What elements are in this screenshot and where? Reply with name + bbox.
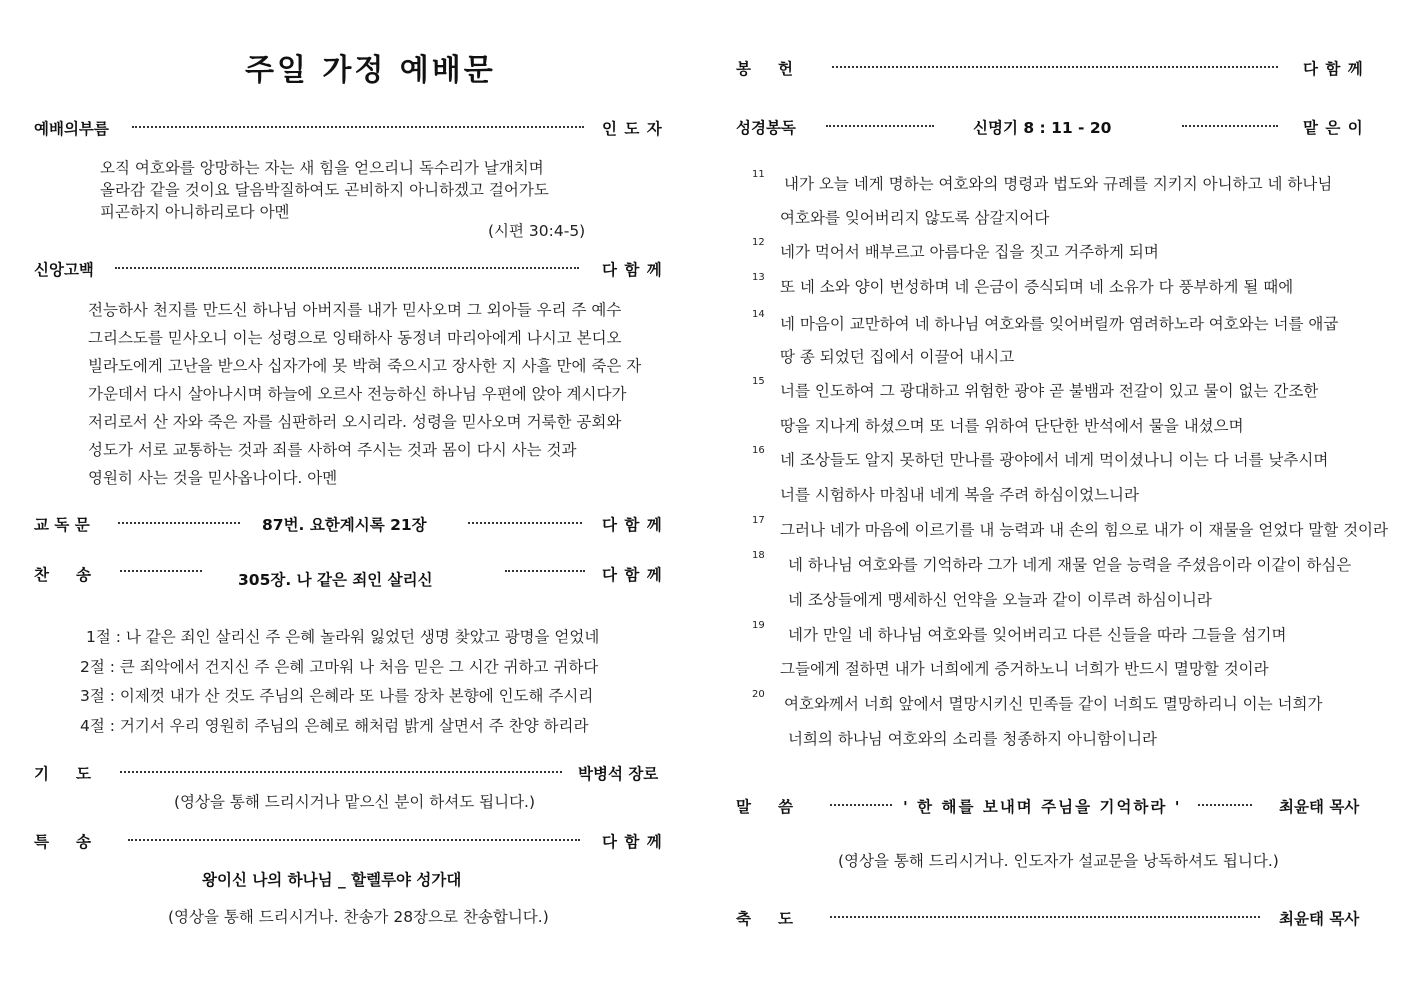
special-song-title: 왕이신 나의 하나님 _ 할렐루야 성가대 [202,871,462,889]
scripture-leader: 맡 은 이 [1303,119,1364,137]
creed-line: 저리로서 산 자와 죽은 자를 심판하러 오시리라. 성령을 믿사오며 거룩한 공회와 [88,413,622,431]
verse-number: 11 [752,169,765,180]
verse-line: 또 네 소와 양이 번성하며 네 은금이 증식되며 네 소유가 다 풍부하게 될 때에 [780,278,1294,296]
creed-line: 그리스도를 믿사오니 이는 성령으로 잉태하사 동정녀 마리아에게 나시고 본디오 [88,329,622,347]
scripture-label: 성경봉독 [736,119,796,137]
dot-leader [118,522,240,524]
verse-line: 땅 종 되었던 집에서 이끌어 내시고 [780,348,1015,366]
prayer-note: (영상을 통해 드리시거나 맡으신 분이 하셔도 됩니다.) [174,793,536,811]
sermon-title: ' 한 해를 보내며 주님을 기억하라 ' [903,798,1182,816]
sermon-note: (영상을 통해 드리시거나. 인도자가 설교문을 낭독하셔도 됩니다.) [838,852,1279,870]
creed-line: 영원히 사는 것을 믿사옵나이다. 아멘 [88,469,338,487]
verse-line: 너를 시험하사 마침내 네게 복을 주려 하심이었느니라 [780,486,1139,504]
verse-line: 여호와를 잊어버리지 않도록 삼갈지어다 [780,209,1050,227]
dot-leader [120,570,202,572]
dot-leader [1198,804,1252,806]
sermon-label: 말 씀 [736,798,793,816]
creed-label: 신앙고백 [34,261,94,279]
verse-number: 20 [752,689,765,700]
verse-line: 네 조상들에게 맹세하신 언약을 오늘과 같이 이루려 하심이니라 [788,591,1212,609]
responsive-reading-leader: 다 함 께 [602,516,663,534]
call-line: 피곤하지 아니하리로다 아멘 [100,203,290,221]
verse-line: 그들에게 절하면 내가 너희에게 증거하노니 너희가 반드시 멸망할 것이라 [780,660,1269,678]
creed-line: 전능하사 천지를 만드신 하나님 아버지를 내가 믿사오며 그 외아들 우리 주 예수 [88,301,622,319]
dot-leader [128,839,580,841]
verse-line: 네 마음이 교만하여 네 하나님 여호와를 잊어버릴까 염려하노라 여호와는 너를 애굽 [780,315,1339,333]
hymn-verse: 2절 : 큰 죄악에서 건지신 주 은혜 고마워 나 처음 믿은 그 시간 귀하고 귀하다 [80,658,599,676]
dot-leader [505,570,585,572]
hymn-verse: 1절 : 나 같은 죄인 살리신 주 은혜 놀라워 잃었던 생명 찾았고 광명을 얻었네 [86,628,600,646]
verse-number: 15 [752,376,765,387]
verse-line: 내가 오늘 네게 명하는 여호와의 명령과 법도와 규례를 지키지 아니하고 네 하나님 [784,175,1333,193]
creed-line: 성도가 서로 교통하는 것과 죄를 사하여 주시는 것과 몸이 다시 사는 것과 [88,441,577,459]
dot-leader [830,916,1260,918]
verse-number: 14 [752,309,765,320]
verse-number: 13 [752,272,765,283]
hymn-title: 305장. 나 같은 죄인 살리신 [238,571,433,589]
sermon-leader: 최윤태 목사 [1279,798,1360,816]
verse-number: 16 [752,445,765,456]
special-song-label: 특 송 [34,833,91,851]
verse-line: 네가 먹어서 배부르고 아름다운 집을 짓고 거주하게 되며 [780,243,1159,261]
dot-leader [1182,125,1278,127]
call-to-worship-label: 예배의부름 [34,120,109,138]
verse-line: 네가 만일 네 하나님 여호와를 잊어버리고 다른 신들을 따라 그들을 섬기며 [788,626,1287,644]
verse-number: 18 [752,550,765,561]
dot-leader [826,125,934,127]
verse-line: 여호와께서 너희 앞에서 멸망시키신 민족들 같이 너희도 멸망하리니 이는 너희가 [784,695,1323,713]
page-title: 주일 가정 예배문 [245,53,496,88]
verse-line: 그러나 네가 마음에 이르기를 내 능력과 내 손의 힘으로 내가 이 재물을 얻었다 말할 것이라 [780,521,1389,539]
dot-leader [468,522,582,524]
dot-leader [832,66,1278,68]
responsive-reading-title: 87번. 요한계시록 21장 [262,516,427,534]
verse-line: 네 하나님 여호와를 기억하라 그가 네게 재물 얻을 능력을 주셨음이라 이같이 하심은 [788,556,1352,574]
verse-line: 땅을 지나게 하셨으며 또 너를 위하여 단단한 반석에서 물을 내셨으며 [780,417,1244,435]
offering-label: 봉 헌 [736,60,793,78]
hymn-verse: 3절 : 이제껏 내가 산 것도 주님의 은혜라 또 나를 장차 본향에 인도해 주시리 [80,687,594,705]
prayer-leader: 박병석 장로 [578,765,659,783]
responsive-reading-label: 교 독 문 [34,516,90,534]
verse-number: 12 [752,237,765,248]
dot-leader [830,804,892,806]
dot-leader [115,267,579,269]
hymn-verse: 4절 : 거기서 우리 영원히 주님의 은혜로 해처럼 밝게 살면서 주 찬양 하리라 [80,717,589,735]
hymn-leader: 다 함 께 [602,566,663,584]
special-song-leader: 다 함 께 [602,833,663,851]
prayer-label: 기 도 [34,765,91,783]
benediction-label: 축 도 [736,910,793,928]
call-reference: (시편 30:4-5) [488,222,586,240]
benediction-leader: 최윤태 목사 [1279,910,1360,928]
creed-leader: 다 함 께 [602,261,663,279]
offering-leader: 다 함 께 [1303,60,1364,78]
hymn-label: 찬 송 [34,566,91,584]
verse-number: 17 [752,515,765,526]
verse-line: 너희의 하나님 여호와의 소리를 청종하지 아니함이니라 [788,730,1158,748]
dot-leader [120,771,562,773]
call-to-worship-leader: 인 도 자 [602,120,663,138]
creed-line: 가운데서 다시 살아나시며 하늘에 오르사 전능하신 하나님 우편에 앉아 계시다가 [88,385,627,403]
verse-line: 네 조상들도 알지 못하던 만나를 광야에서 네게 먹이셨나니 이는 다 너를 낮추시며 [780,451,1329,469]
creed-line: 빌라도에게 고난을 받으사 십자가에 못 박혀 죽으시고 장사한 지 사흘 만에 죽은 자 [88,357,642,375]
verse-number: 19 [752,620,765,631]
call-line: 오직 여호와를 앙망하는 자는 새 힘을 얻으리니 독수리가 날개치며 [100,159,544,177]
scripture-reference: 신명기 8 : 11 - 20 [973,119,1112,137]
call-line: 올라감 같을 것이요 달음박질하여도 곤비하지 아니하겠고 걸어가도 [100,181,549,199]
dot-leader [132,126,584,128]
verse-line: 너를 인도하여 그 광대하고 위험한 광야 곧 불뱀과 전갈이 있고 물이 없는 간조한 [780,382,1319,400]
special-song-note: (영상을 통해 드리시거나. 찬송가 28장으로 찬송합니다.) [168,908,549,926]
